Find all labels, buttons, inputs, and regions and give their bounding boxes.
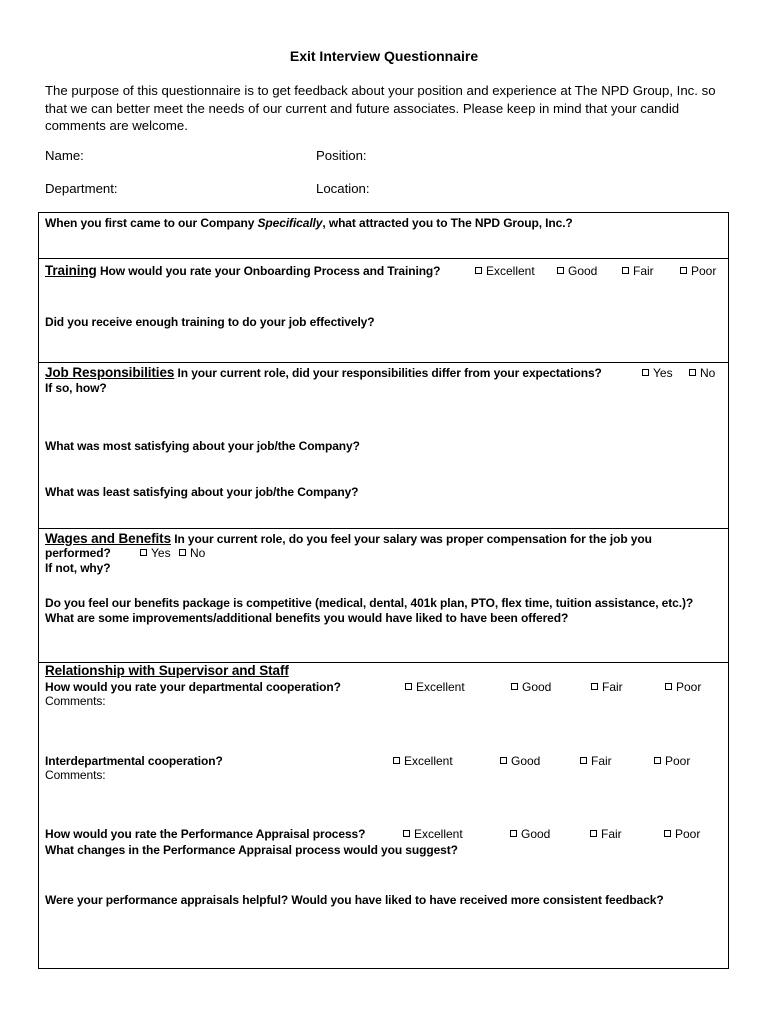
comments-label: Comments: — [45, 768, 106, 782]
checkbox-icon — [405, 683, 412, 690]
appraisal-option-poor[interactable]: Poor — [664, 827, 700, 841]
checkbox-icon — [511, 683, 518, 690]
checkbox-icon — [642, 369, 649, 376]
checkbox-icon — [654, 757, 661, 764]
salary-question: Wages and Benefits In your current role, do you feel your salary was proper compensation for the job you — [45, 531, 652, 546]
job-responsibilities-heading: Job Responsibilities — [45, 365, 175, 380]
section-divider — [39, 528, 728, 529]
least-satisfying-question: What was least satisfying about your job/the Company? — [45, 485, 359, 499]
responsibilities-followup: If so, how? — [45, 381, 107, 395]
inter-option-poor[interactable]: Poor — [654, 754, 690, 768]
comments-label: Comments: — [45, 694, 106, 708]
checkbox-icon — [689, 369, 696, 376]
training-option-fair[interactable]: Fair — [622, 264, 654, 278]
salary-followup: If not, why? — [45, 561, 111, 575]
checkbox-icon — [179, 549, 186, 556]
training-option-good[interactable]: Good — [557, 264, 597, 278]
wages-benefits-heading: Wages and Benefits — [45, 531, 171, 546]
training-rating-question: Training How would you rate your Onboarding Process and Training? — [45, 263, 441, 278]
appraisal-option-excellent[interactable]: Excellent — [403, 827, 463, 841]
checkbox-icon — [510, 830, 517, 837]
dept-option-good[interactable]: Good — [511, 680, 551, 694]
inter-option-fair[interactable]: Fair — [580, 754, 612, 768]
dept-option-fair[interactable]: Fair — [591, 680, 623, 694]
training-option-poor[interactable]: Poor — [680, 264, 716, 278]
checkbox-icon — [140, 549, 147, 556]
checkbox-icon — [403, 830, 410, 837]
attraction-question: When you first came to our Company Specifically, what attracted you to The NPD Group, Inc.? — [45, 216, 573, 230]
relationship-heading: Relationship with Supervisor and Staff — [45, 663, 289, 678]
checkbox-icon — [393, 757, 400, 764]
salary-option-yes[interactable]: Yes — [140, 546, 171, 560]
name-field-label: Name: — [45, 148, 84, 163]
checkbox-icon — [580, 757, 587, 764]
location-field-label: Location: — [316, 181, 370, 196]
appraisal-option-good[interactable]: Good — [510, 827, 550, 841]
checkbox-icon — [680, 267, 687, 274]
responsibilities-option-no[interactable]: No — [689, 366, 715, 380]
training-option-excellent[interactable]: Excellent — [475, 264, 535, 278]
inter-option-excellent[interactable]: Excellent — [393, 754, 453, 768]
position-field-label: Position: — [316, 148, 367, 163]
appraisal-changes-question: What changes in the Performance Appraisal process would you suggest? — [45, 843, 458, 857]
checkbox-icon — [665, 683, 672, 690]
benefits-question: Do you feel our benefits package is competitive (medical, dental, 401k plan, PTO, flex time, tuition assistance, etc.)? What are some improvements/additional benefits you would have liked to have been offered? — [45, 596, 694, 625]
checkbox-icon — [622, 267, 629, 274]
checkbox-icon — [500, 757, 507, 764]
training-heading: Training — [45, 263, 97, 278]
document-title: Exit Interview Questionnaire — [289, 48, 479, 64]
dept-option-poor[interactable]: Poor — [665, 680, 701, 694]
appraisal-rating-question: How would you rate the Performance Appraisal process? — [45, 827, 366, 841]
checkbox-icon — [590, 830, 597, 837]
interdepartmental-question: Interdepartmental cooperation? — [45, 754, 223, 768]
questionnaire-form — [38, 212, 729, 969]
most-satisfying-question: What was most satisfying about your job/the Company? — [45, 439, 360, 453]
appraisal-helpful-question: Were your performance appraisals helpful? Would you have liked to have received more consistent feedback? — [45, 893, 664, 907]
department-field-label: Department: — [45, 181, 118, 196]
section-divider — [39, 362, 728, 363]
appraisal-option-fair[interactable]: Fair — [590, 827, 622, 841]
training-enough-question: Did you receive enough training to do your job effectively? — [45, 315, 375, 329]
dept-option-excellent[interactable]: Excellent — [405, 680, 465, 694]
intro-paragraph: The purpose of this questionnaire is to get feedback about your position and experience at The NPD Group, Inc. so that we can better meet the needs of our current and future associates. Please keep in mind that your candid comments are welcome. — [45, 83, 716, 133]
salary-option-no[interactable]: No — [179, 546, 205, 560]
checkbox-icon — [557, 267, 564, 274]
departmental-cooperation-question: How would you rate your departmental cooperation? — [45, 680, 341, 694]
responsibilities-question: Job Responsibilities In your current role, did your responsibilities differ from your expectations? — [45, 365, 602, 380]
section-divider — [39, 258, 728, 259]
checkbox-icon — [591, 683, 598, 690]
checkbox-icon — [475, 267, 482, 274]
checkbox-icon — [664, 830, 671, 837]
responsibilities-option-yes[interactable]: Yes — [642, 366, 673, 380]
inter-option-good[interactable]: Good — [500, 754, 540, 768]
salary-question-cont: performed? — [45, 546, 111, 560]
